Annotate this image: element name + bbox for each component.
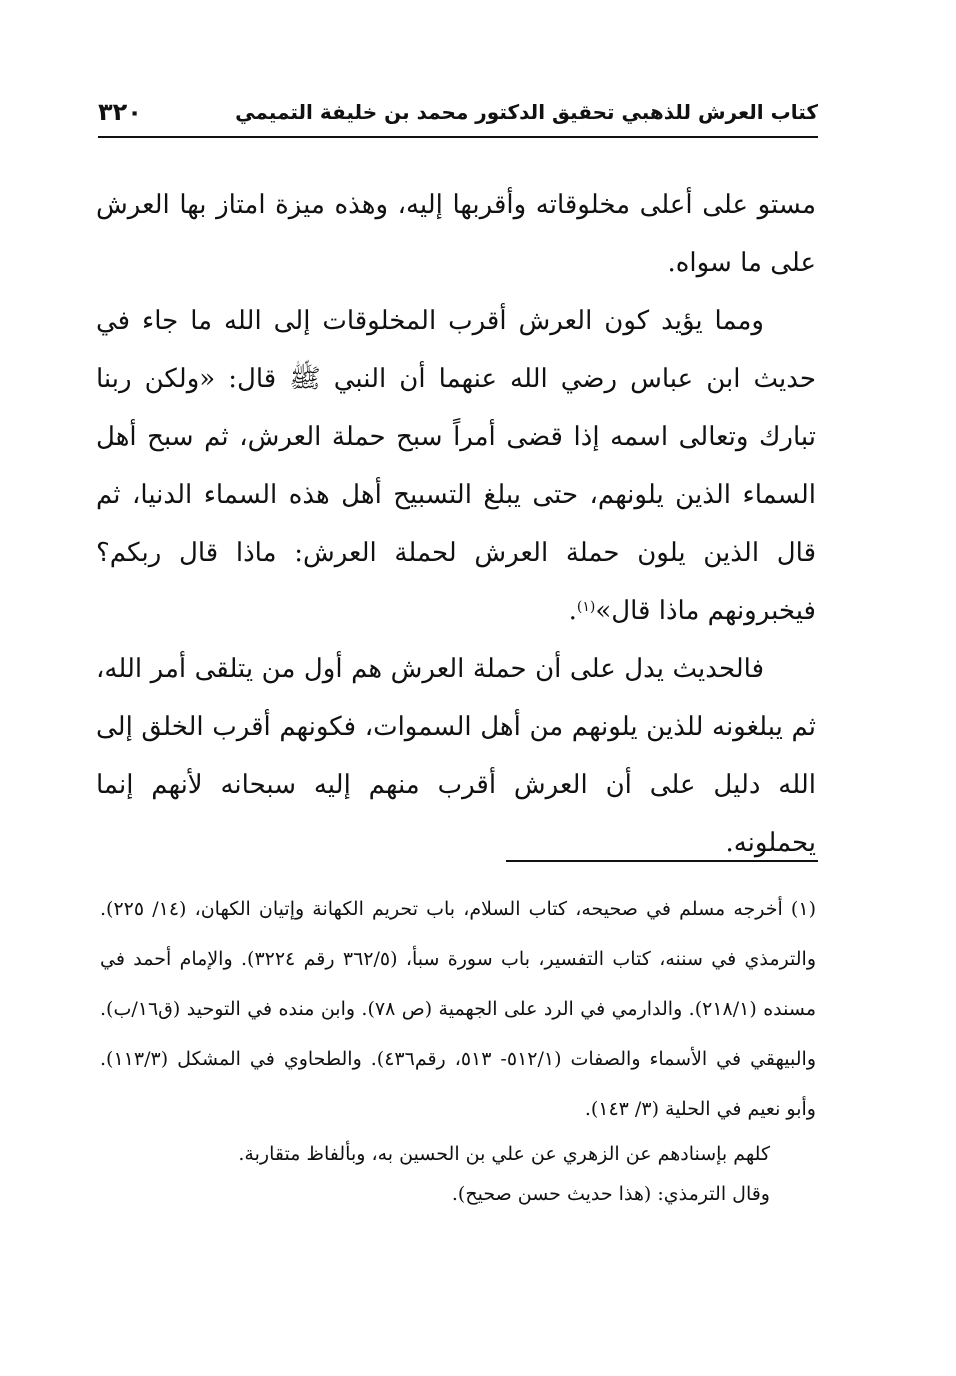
paragraph-3: فالحديث يدل على أن حملة العرش هم أول من يتلقى أمر الله، ثم يبلغونه للذين يلونهم من أهل السموات، فكونهم أقرب الخلق إلى الله دليل على أن العرش أقرب منهم إليه سبحانه لأنهم إنما يحملونه. [96, 654, 816, 858]
footnote-reference: (١) [576, 599, 596, 615]
running-header [98, 92, 818, 132]
footnote-separator [506, 860, 818, 862]
paragraph-2-end: . [568, 596, 577, 626]
page-number: ٣٢٠ [98, 98, 142, 126]
paragraph-2 [96, 292, 816, 640]
footnotes [100, 884, 816, 1214]
main-text [96, 176, 816, 872]
paragraph-1: مستو على أعلى مخلوقاته وأقربها إليه، وهذه ميزة امتاز بها العرش على ما سواه. [96, 190, 816, 278]
footnote-1-continuation-2: وقال الترمذي: (هذا حديث حسن صحيح). [451, 1183, 770, 1205]
footnote-1-continuation-1: كلهم بإسنادهم عن الزهري عن علي بن الحسين به، وبألفاظ متقاربة. [238, 1143, 770, 1165]
paragraph-2-text: ومما يؤيد كون العرش أقرب المخلوقات إلى الله ما جاء في حديث ابن عباس رضي الله عنهما أن النبي ﷺ قال: «ولكن ربنا تبارك وتعالى اسمه إذا قضى أمراً سبح حملة العرش، ثم سبح أهل السماء الذين يلونهم، حتى يبلغ التسبيح أهل هذه السماء الدنيا، ثم قال الذين يلون حملة العرش لحملة العرش: ماذا قال ربكم؟ فيخبرونهم ماذا قال» [96, 306, 816, 626]
header-title: كتاب العرش للذهبي تحقيق الدكتور محمد بن خليفة التميمي [235, 100, 818, 124]
footnote-1: (١) أخرجه مسلم في صحيحه، كتاب السلام، باب تحريم الكهانة وإتيان الكهان، (١٤/ ٢٢٥). والترمذي في سننه، كتاب التفسير، باب سورة سبأ، (٣٦٢/٥ رقم ٣٢٢٤). والإمام أحمد في مسنده (٢١٨/١). والدارمي في الرد على الجهمية (ص ٧٨). وابن منده في التوحيد (ق١٦/ب). والبيهقي في الأسماء والصفات (٥١٢/١- ٥١٣، رقم٤٣٦). والطحاوي في المشكل (١١٣/٣). وأبو نعيم في الحلية (٣/ ١٤٣). [100, 898, 817, 1120]
header-rule [98, 136, 818, 138]
